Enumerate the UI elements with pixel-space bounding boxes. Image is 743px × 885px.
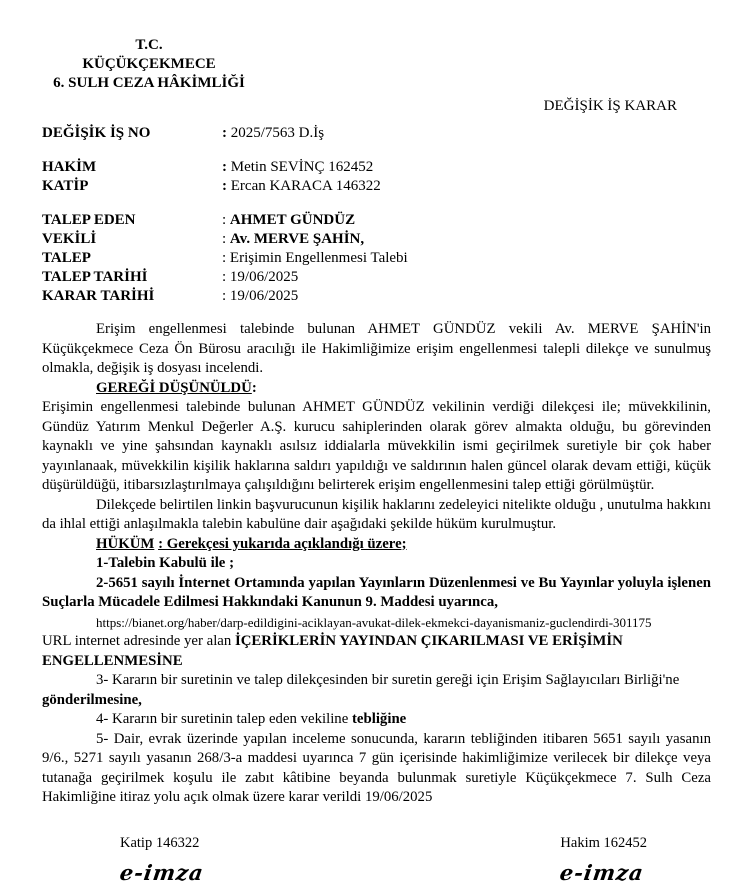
field-value: AHMET GÜNDÜZ bbox=[229, 212, 356, 228]
field-label: KARAR TARİHİ bbox=[42, 288, 155, 304]
field-label: KATİP bbox=[42, 178, 89, 194]
signature-katip bbox=[120, 834, 204, 883]
body-block bbox=[42, 320, 711, 808]
fields-block bbox=[42, 124, 711, 306]
field-value: 19/06/2025 bbox=[229, 288, 299, 304]
field-row bbox=[42, 177, 711, 196]
field-colon: : bbox=[222, 159, 231, 175]
hukum-item-1: 1-Talebin Kabulü ile ; bbox=[96, 555, 235, 571]
field-colon: : bbox=[222, 288, 230, 304]
field-row bbox=[42, 158, 711, 177]
field-colon: : bbox=[222, 231, 230, 247]
field-label: DEĞİŞİK İŞ NO bbox=[42, 125, 151, 141]
republic-label: T.C. bbox=[135, 37, 163, 53]
field-row bbox=[42, 124, 711, 143]
field-value: Av. MERVE ŞAHİN, bbox=[229, 231, 365, 247]
field-colon: : bbox=[222, 178, 231, 194]
hakim-name: Hakim 162452 bbox=[560, 834, 647, 851]
hakim-esignature: e-imza bbox=[558, 860, 647, 885]
field-row bbox=[42, 268, 711, 287]
court-name: 6. SULH CEZA HÂKİMLİĞİ bbox=[53, 75, 245, 91]
field-label: HAKİM bbox=[42, 159, 97, 175]
url-ruling: URL internet adresinde yer alan İÇERİKLERİN YAYINDAN ÇIKARILMASI VE ERİŞİMİN ENGELLENMESİNE bbox=[42, 633, 623, 669]
dilekce-paragraph: Dilekçede belirtilen linkin başvurucunun kişilik haklarını zedeleyici nitelikte olduğu , unutulma hakkını da ihlal ettiği anlaşılmakla talebin kabulüne dair aşağıdaki şekilde hüküm kurulmuştur. bbox=[42, 496, 711, 532]
signatures bbox=[42, 834, 711, 883]
signature-hakim bbox=[560, 834, 647, 883]
field-colon: : bbox=[222, 250, 230, 266]
field-label: TALEP TARİHİ bbox=[42, 269, 148, 285]
district-label: KÜÇÜKÇEKMECE bbox=[82, 56, 216, 72]
field-row bbox=[42, 249, 711, 268]
court-header bbox=[42, 36, 256, 93]
hukum-item-2: 2-5651 sayılı İnternet Ortamında yapılan Yayınların Düzenlenmesi ve Bu Yayınlar yoluyla işlenen Suçlarla Mücadele Edilmesi Hakkındaki Kanunun 9. Maddesi uyarınca, bbox=[42, 574, 711, 610]
geregi-heading: GEREĞİ DÜŞÜNÜLDÜ: bbox=[96, 379, 257, 396]
intro-paragraph: Erişim engellenmesi talebinde bulunan AHMET GÜNDÜZ vekili Av. MERVE ŞAHİN'in Küçükçekmece Ceza Ön Bürosu aracılığı ile Hakimliğimize erişim engellenmesi talepli dilekçe ve sunulmuş olmakla, değişik iş dosyası incelendi. bbox=[42, 321, 711, 376]
blocked-url: https://bianet.org/haber/darp-edildigini-aciklayan-avukat-dilek-ekmekci-dayanismaniz-guclendirdi-301175 bbox=[96, 614, 652, 630]
katip-name: Katip 146322 bbox=[120, 834, 200, 851]
hukum-heading: HÜKÜM : Gerekçesi yukarıda açıklandığı üzere; bbox=[96, 535, 407, 552]
hukum-item-3: 3- Kararın bir suretinin ve talep dilekçesinden bir suretin gereği için Erişim Sağlayıcıları Birliği'ne gönderilmesine, bbox=[42, 672, 680, 708]
hukum-item-4: 4- Kararın bir suretinin talep eden vekiline tebliğine bbox=[96, 711, 407, 727]
field-label: TALEP bbox=[42, 250, 91, 266]
field-value: Ercan KARACA 146322 bbox=[230, 178, 381, 194]
doc-type-label: DEĞİŞİK İŞ KARAR bbox=[543, 98, 677, 114]
geregi-paragraph: Erişimin engellenmesi talebinde bulunan AHMET GÜNDÜZ vekilinin verdiği dilekçesi ile; müvekkilinin, Gündüz Yatırım Menkul Değerler A.Ş. kurucu sahiplerinden olarak görev almakta olduğu, bu görevinden kaynaklı ve yine şahsından kaynaklı asılsız iddialarla müvekkilin ismi geçirilmek suretiyle bir çok haber yayınlanaak, müvekkilin kişilik haklarına saldırı yapıldığı ve saldırının halen güncel olarak devam ettiği, küçük düşürüldüğü, itibarsızlaştırılmaya çalışıldığını belirterek erişim engellenmesini talep ettiği görülmüştür. bbox=[42, 399, 711, 493]
field-value: 19/06/2025 bbox=[229, 269, 299, 285]
field-value: 2025/7563 D.İş bbox=[230, 125, 325, 141]
hukum-item-5: 5- Dair, evrak üzerinde yapılan inceleme sonucunda, kararın tebliğinden itibaren 5651 sayılı yasanın 9/6., 5271 sayılı yasanın 268/3-a maddesi uyarınca 7 gün içerisinde hakimliğimize verilecek bir dilekçe veya tutanağa geçirilmek koşulu ile zabıt kâtibine beyanda bulunmak suretiyle Küçükçekmece 7. Sulh Ceza Hakimliğine itiraz yolu açık olmak üzere karar verildi 19/06/2025 bbox=[42, 730, 711, 805]
field-colon: : bbox=[222, 125, 231, 141]
field-label: VEKİLİ bbox=[42, 231, 97, 247]
field-colon: : bbox=[222, 269, 230, 285]
field-row bbox=[42, 230, 711, 249]
field-row bbox=[42, 287, 711, 306]
katip-esignature: e-imza bbox=[118, 860, 206, 885]
field-label: TALEP EDEN bbox=[42, 212, 136, 228]
field-value: Erişimin Engellenmesi Talebi bbox=[229, 250, 408, 266]
field-value: Metin SEVİNÇ 162452 bbox=[230, 159, 374, 175]
field-row bbox=[42, 211, 711, 230]
field-colon: : bbox=[222, 212, 230, 228]
